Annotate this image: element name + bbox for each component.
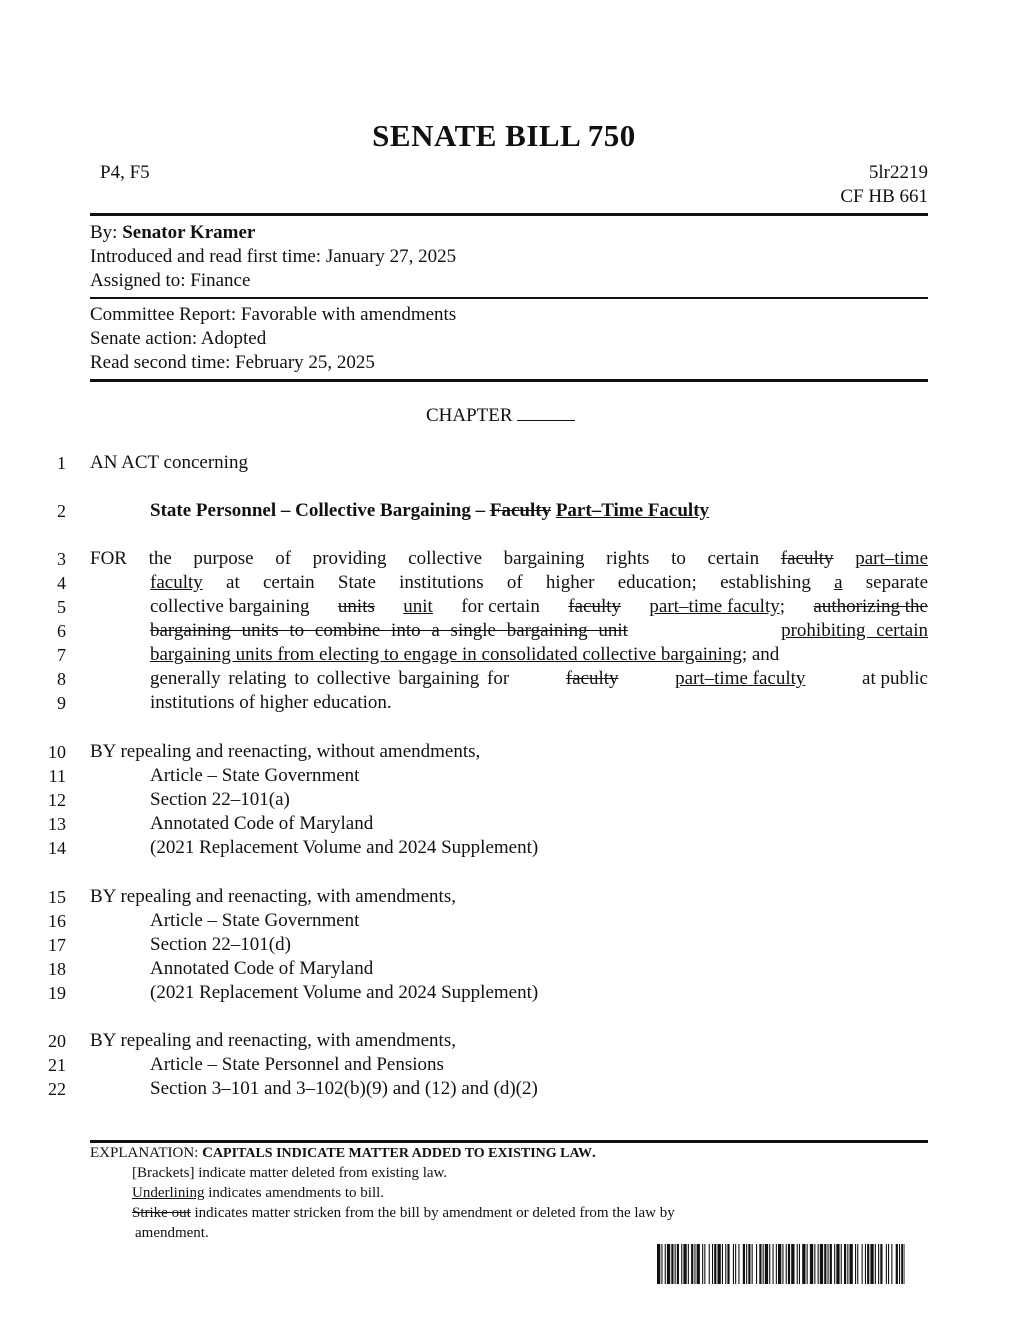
chapter-blank xyxy=(517,404,575,421)
added-text: part–time faculty xyxy=(675,668,806,689)
barcode-bar xyxy=(836,1244,839,1284)
section1-section: Section 22–101(a) xyxy=(150,789,290,810)
strike-note-cont: amendment. xyxy=(135,1225,209,1241)
barcode-bar xyxy=(718,1244,721,1284)
barcode-bar xyxy=(797,1244,798,1284)
purpose-text: at public xyxy=(862,668,928,689)
barcode-bar xyxy=(788,1244,790,1284)
barcode-bar xyxy=(702,1244,703,1284)
barcode-bar xyxy=(857,1244,858,1284)
line-number: 4 xyxy=(57,573,66,593)
purpose-text: separate xyxy=(865,572,929,593)
file-number: 5lr2219 xyxy=(868,162,928,183)
section3-head: BY repealing and reenacting, with amendments, xyxy=(90,1030,456,1051)
underline-word: Underlining xyxy=(132,1185,205,1201)
purpose-line-7 xyxy=(150,644,928,666)
purpose-line-8 xyxy=(150,668,928,690)
line-number: 6 xyxy=(57,621,66,641)
barcode xyxy=(657,1244,905,1284)
act-concerning: AN ACT concerning xyxy=(90,452,248,473)
line-number: 20 xyxy=(48,1031,66,1051)
struck-text: bargaining units to combine into a single bargaining unit xyxy=(150,620,628,641)
committee-report: Committee Report: Favorable with amendments xyxy=(90,304,457,325)
line-number: 2 xyxy=(57,501,66,521)
barcode-bar xyxy=(688,1244,689,1284)
barcode-bar xyxy=(807,1244,808,1284)
barcode-bar xyxy=(905,1244,906,1284)
purpose-line-3 xyxy=(90,548,928,570)
purpose-line-6 xyxy=(150,620,928,642)
barcode-bar xyxy=(765,1244,768,1284)
barcode-bar xyxy=(748,1244,750,1284)
barcode-bar xyxy=(683,1244,686,1284)
chapter-label: CHAPTER xyxy=(426,405,513,426)
barcode-bar xyxy=(661,1244,662,1284)
line-number: 21 xyxy=(48,1055,66,1075)
section2-section: Section 22–101(d) xyxy=(150,934,291,955)
line-number: 8 xyxy=(57,669,66,689)
barcode-bar xyxy=(727,1244,729,1284)
line-number: 12 xyxy=(48,790,66,810)
barcode-bar xyxy=(743,1244,745,1284)
section2-head: BY repealing and reenacting, with amendments, xyxy=(90,886,456,907)
barcode-bar xyxy=(867,1244,869,1284)
barcode-bar xyxy=(671,1244,673,1284)
barcode-bar xyxy=(847,1244,848,1284)
barcode-bar xyxy=(899,1244,900,1284)
line-number: 22 xyxy=(48,1079,66,1099)
explanation-rule xyxy=(90,1140,928,1143)
line-number: 15 xyxy=(48,887,66,907)
struck-text: faculty xyxy=(780,548,834,569)
line-number: 11 xyxy=(48,766,66,786)
purpose-text: generally relating to collective bargaining for xyxy=(150,668,510,689)
chapter-line xyxy=(426,404,575,427)
barcode-bar xyxy=(896,1244,898,1284)
senate-action: Senate action: Adopted xyxy=(90,328,267,349)
purpose-line-4 xyxy=(150,572,928,594)
barcode-bar xyxy=(709,1244,710,1284)
barcode-bar xyxy=(675,1244,676,1284)
bill-codes: P4, F5 xyxy=(100,162,150,183)
brackets-text: indicate matter deleted from existing law. xyxy=(198,1165,448,1181)
barcode-bar xyxy=(820,1244,823,1284)
brackets-note xyxy=(132,1165,447,1182)
barcode-bar xyxy=(875,1244,876,1284)
barcode-bar xyxy=(862,1244,863,1284)
barcode-bar xyxy=(799,1244,800,1284)
line-number: 3 xyxy=(57,549,66,569)
barcode-bar xyxy=(704,1244,705,1284)
barcode-bar xyxy=(778,1244,781,1284)
struck-text: authorizing the xyxy=(813,596,928,617)
barcode-bar xyxy=(850,1244,853,1284)
sponsor-line xyxy=(90,222,255,244)
barcode-bar xyxy=(802,1244,805,1284)
barcode-bar xyxy=(818,1244,819,1284)
struck-text: faculty xyxy=(568,596,622,617)
barcode-bar xyxy=(733,1244,734,1284)
barcode-bar xyxy=(714,1244,716,1284)
barcode-bar xyxy=(782,1244,783,1284)
strike-text: indicates matter stricken from the bill by amendment or deleted from the law by xyxy=(194,1205,675,1221)
line-number: 9 xyxy=(57,693,66,713)
barcode-bar xyxy=(759,1244,761,1284)
purpose-line-5 xyxy=(150,596,928,618)
added-text: unit xyxy=(403,596,433,617)
barcode-bar xyxy=(886,1244,887,1284)
barcode-bar xyxy=(865,1244,866,1284)
barcode-bar xyxy=(667,1244,670,1284)
barcode-bar xyxy=(834,1244,835,1284)
added-text: faculty xyxy=(150,572,203,593)
underline-text: indicates amendments to bill. xyxy=(208,1185,385,1201)
section1-volume: (2021 Replacement Volume and 2024 Supplement) xyxy=(150,837,539,858)
added-text: bargaining units from electing to engage in consolidated collective bargaining xyxy=(150,644,742,665)
barcode-bar xyxy=(828,1244,829,1284)
barcode-bar xyxy=(870,1244,873,1284)
added-text: a xyxy=(834,572,843,593)
line-number: 16 xyxy=(48,911,66,931)
line-number: 14 xyxy=(48,838,66,858)
barcode-bar xyxy=(756,1244,757,1284)
barcode-bar xyxy=(738,1244,739,1284)
section2-article: Article – State Government xyxy=(150,910,360,931)
barcode-bar xyxy=(844,1244,846,1284)
underline-note xyxy=(132,1185,384,1202)
barcode-bar xyxy=(901,1244,903,1284)
second-reading: Read second time: February 25, 2025 xyxy=(90,352,375,373)
struck-text: faculty xyxy=(565,668,619,689)
line-number: 1 xyxy=(57,453,66,473)
barcode-bar xyxy=(773,1244,774,1284)
barcode-bar xyxy=(763,1244,764,1284)
sponsor-name: Senator Kramer xyxy=(122,222,256,243)
barcode-bar xyxy=(810,1244,813,1284)
bill-title: SENATE BILL 750 xyxy=(372,118,636,153)
line-number: 19 xyxy=(48,983,66,1003)
heading-struck: Faculty xyxy=(489,500,552,521)
line-number: 17 xyxy=(48,935,66,955)
purpose-text: ; and xyxy=(741,644,780,665)
section1-article: Article – State Government xyxy=(150,765,360,786)
purpose-text: at certain State institutions of higher education; establishing xyxy=(226,572,811,593)
heading-prefix: State Personnel – Collective Bargaining – xyxy=(150,500,486,521)
added-text: part–time faculty xyxy=(649,596,780,617)
barcode-bar xyxy=(776,1244,777,1284)
barcode-bar xyxy=(722,1244,723,1284)
barcode-bar xyxy=(752,1244,753,1284)
barcode-bar xyxy=(791,1244,794,1284)
barcode-bar xyxy=(830,1244,832,1284)
purpose-text: ; xyxy=(779,596,786,617)
barcode-bar xyxy=(677,1244,679,1284)
capitals-end: . xyxy=(592,1145,596,1161)
purpose-text: collective bargaining xyxy=(150,596,310,617)
barcode-bar xyxy=(735,1244,736,1284)
explanation-label: EXPLANATION: xyxy=(90,1145,199,1161)
barcode-bar xyxy=(691,1244,693,1284)
barcode-bar xyxy=(665,1244,666,1284)
assigned-line: Assigned to: Finance xyxy=(90,270,251,291)
capitals-initial: C xyxy=(202,1145,213,1161)
strike-word: Strike out xyxy=(132,1205,191,1221)
capitals-text: APITALS INDICATE MATTER ADDED TO EXISTING LAW xyxy=(212,1146,593,1161)
purpose-line-9: institutions of higher education. xyxy=(150,692,392,713)
barcode-bar xyxy=(697,1244,700,1284)
cross-file: CF HB 661 xyxy=(840,186,928,207)
bill-heading xyxy=(150,500,709,522)
section3-article: Article – State Personnel and Pensions xyxy=(150,1054,444,1075)
sponsor-rule xyxy=(90,297,928,299)
introduced-line: Introduced and read first time: January 27, 2025 xyxy=(90,246,457,267)
struck-text: units xyxy=(337,596,375,617)
heading-added: Part–Time Faculty xyxy=(555,500,710,521)
barcode-bar xyxy=(694,1244,695,1284)
barcode-bar xyxy=(891,1244,892,1284)
by-label: By: xyxy=(90,222,118,243)
line-number: 5 xyxy=(57,597,66,617)
barcode-bar xyxy=(880,1244,882,1284)
barcode-bar xyxy=(814,1244,815,1284)
barcode-bar xyxy=(786,1244,787,1284)
barcode-bar xyxy=(878,1244,879,1284)
line-number: 7 xyxy=(57,645,66,665)
section2-volume: (2021 Replacement Volume and 2024 Supplement) xyxy=(150,982,539,1003)
committee-rule xyxy=(90,379,928,382)
barcode-bar xyxy=(855,1244,856,1284)
line-number: 10 xyxy=(48,742,66,762)
barcode-bar xyxy=(888,1244,889,1284)
barcode-bar xyxy=(841,1244,842,1284)
barcode-bar xyxy=(681,1244,682,1284)
barcode-bar xyxy=(824,1244,826,1284)
added-text: prohibiting certain xyxy=(781,620,928,641)
header-rule xyxy=(90,213,928,216)
purpose-text: FOR the purpose of providing collective bargaining rights to certain xyxy=(90,548,760,569)
section3-section: Section 3–101 and 3–102(b)(9) and (12) and (d)(2) xyxy=(150,1078,538,1099)
section1-head: BY repealing and reenacting, without amendments, xyxy=(90,741,481,762)
brackets-word: [Brackets] xyxy=(132,1165,195,1181)
barcode-bar xyxy=(657,1244,660,1284)
purpose-text: for certain xyxy=(461,596,540,617)
added-text: part–time xyxy=(855,548,928,569)
strike-note xyxy=(132,1205,675,1222)
barcode-bar xyxy=(725,1244,726,1284)
barcode-bar xyxy=(712,1244,713,1284)
section1-code: Annotated Code of Maryland xyxy=(150,813,374,834)
barcode-bar xyxy=(769,1244,770,1284)
explanation-title xyxy=(90,1145,596,1162)
barcode-bar xyxy=(746,1244,747,1284)
line-number: 13 xyxy=(48,814,66,834)
section2-code: Annotated Code of Maryland xyxy=(150,958,374,979)
line-number: 18 xyxy=(48,959,66,979)
